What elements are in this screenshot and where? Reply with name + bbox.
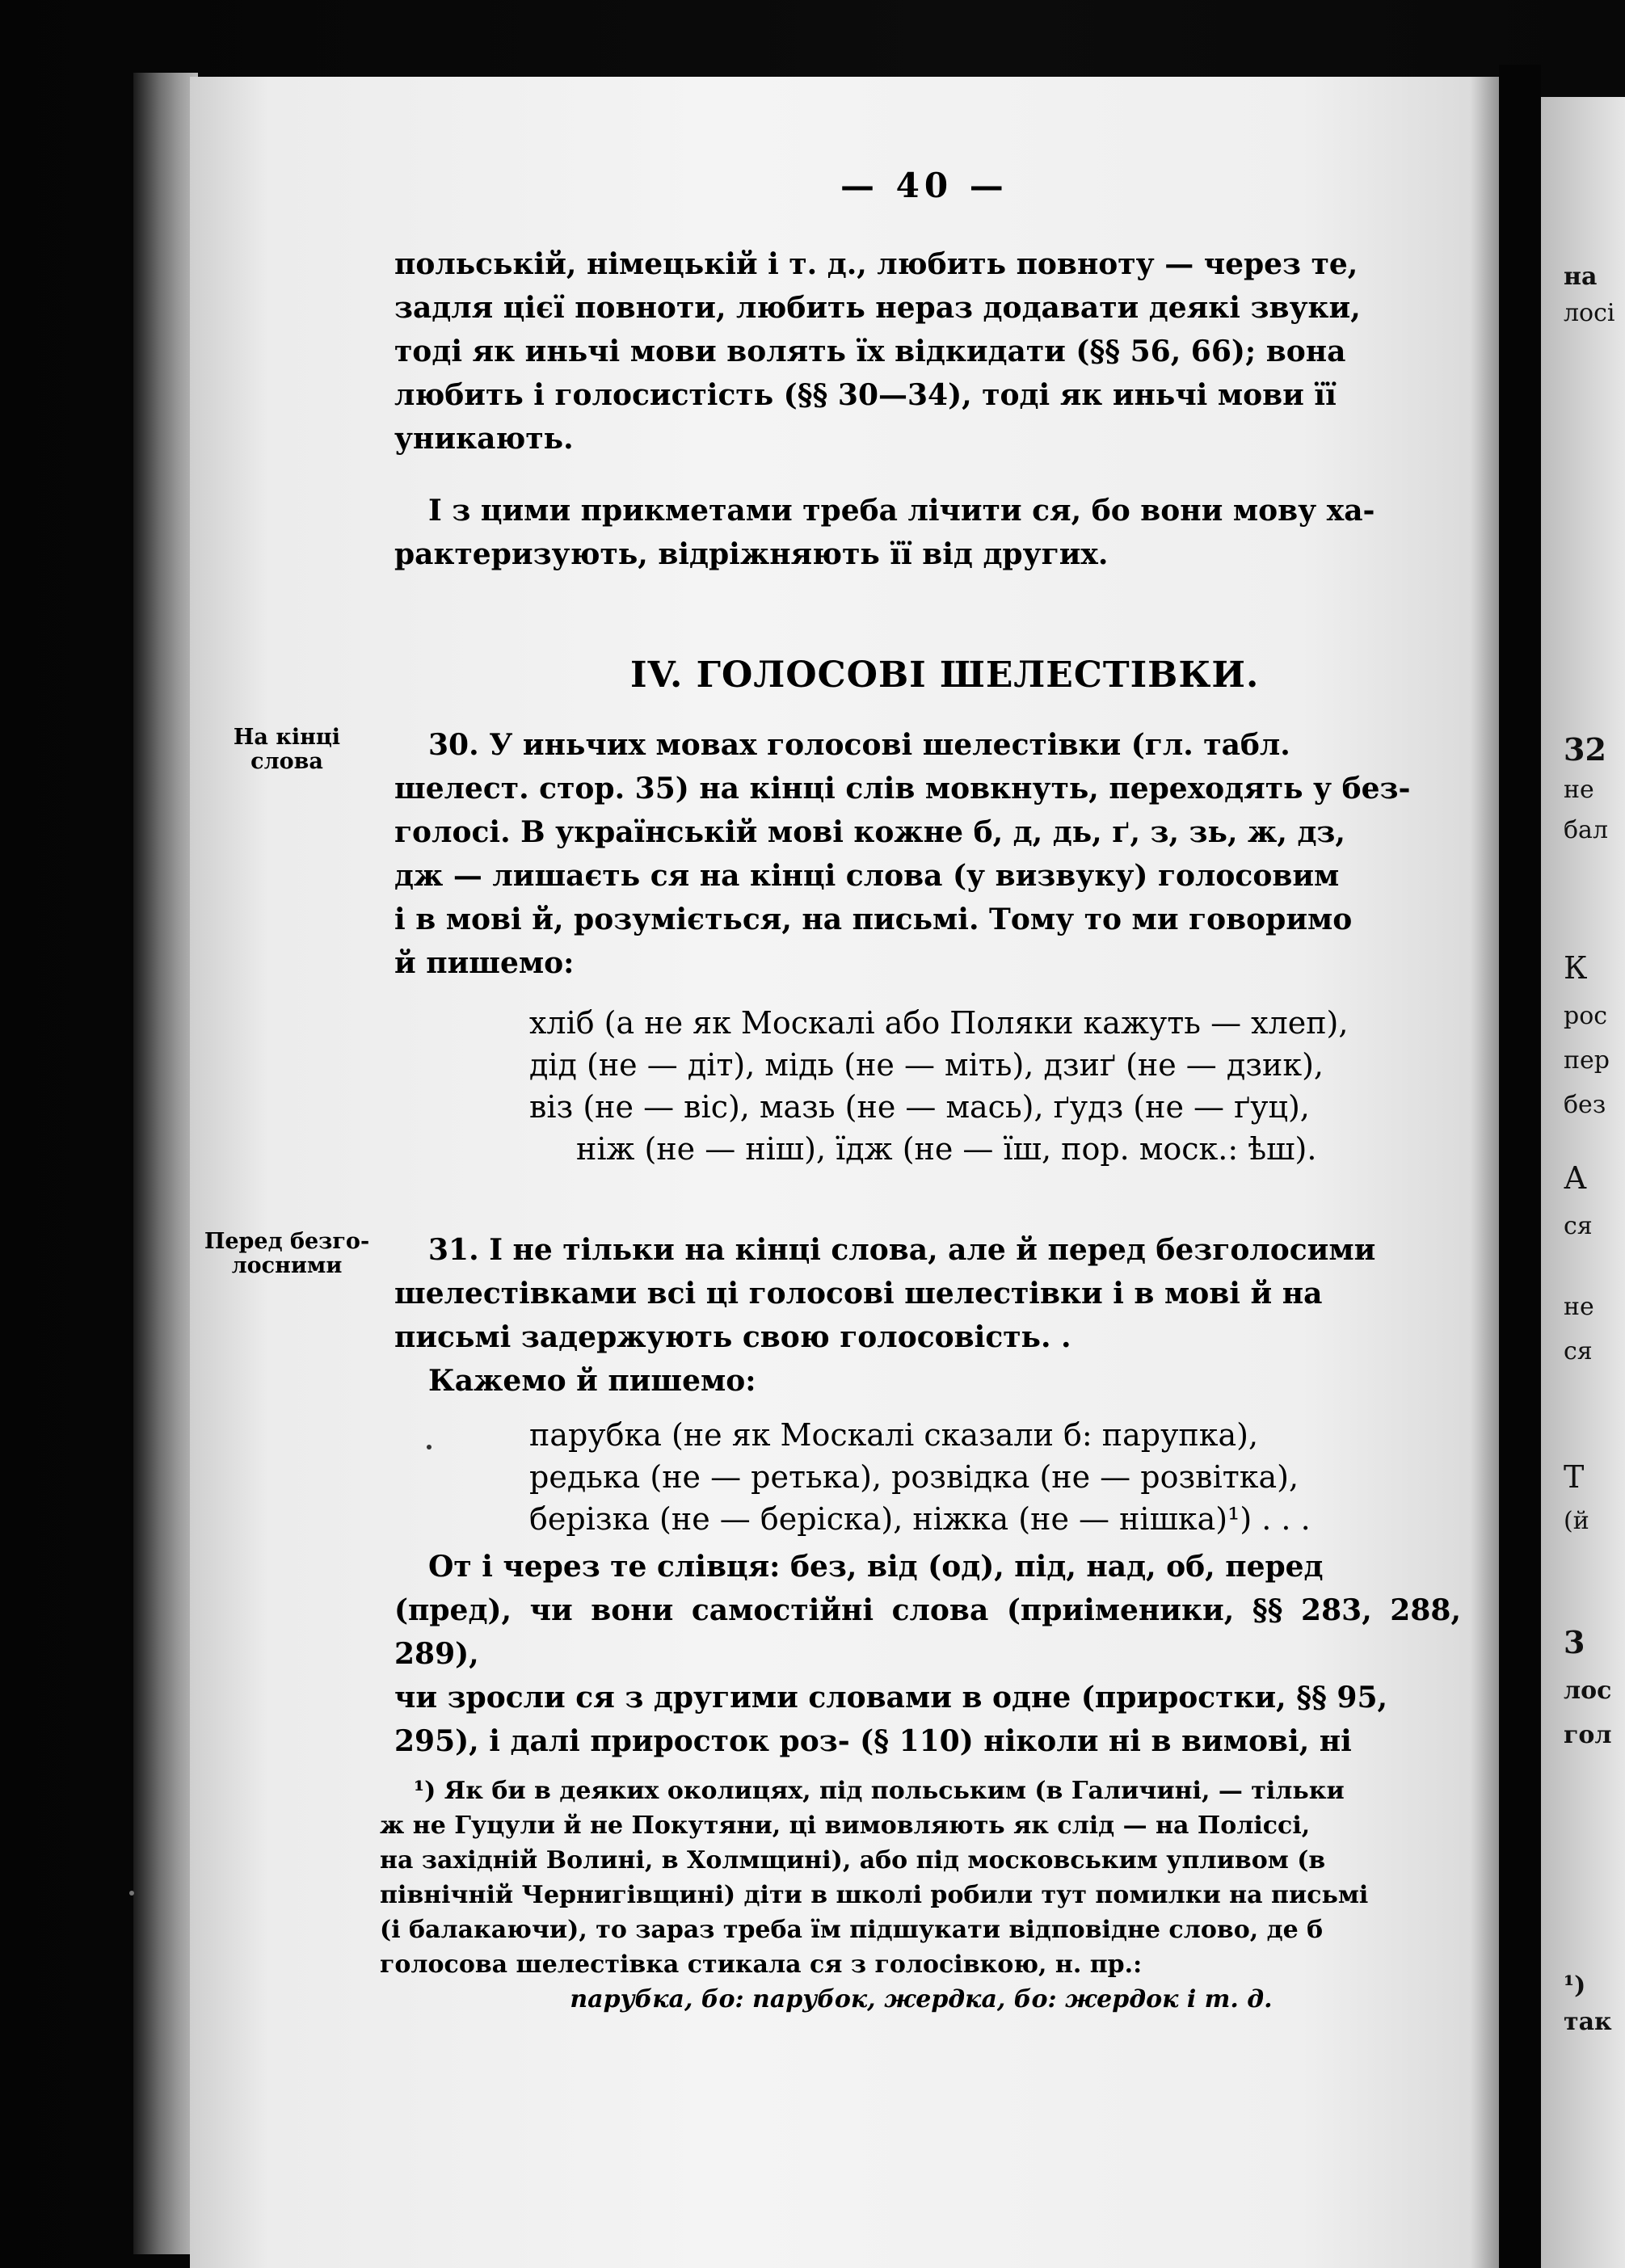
page-number: — 40 — [840,166,1008,205]
next-page-fragment: ся [1564,1212,1593,1240]
text-line: задля цієї повноти, любить нераз додавати деякі звуки, [394,291,1361,325]
margin-note-end-of-word [194,726,380,774]
scan-speck [427,1445,432,1450]
text-line [394,1228,1461,1272]
footnote-line: північній Чернигівщині) діти в школі робили тут помилки на письмі [380,1881,1369,1909]
footnote-line: (і балакаючи), то зараз треба їм підшукати відповідне слово, де б [380,1916,1324,1944]
text-line: рактеризують, відріжняють її від других. [394,537,1109,571]
text-line: голосі. В українській мові кожне б, д, дь, ґ, з, зь, ж, дз, [394,815,1345,849]
margin-note-line: слова [250,749,323,774]
next-page-fragment: К [1564,950,1588,986]
next-page-fragment: Т [1564,1459,1585,1495]
text-line: письмі задержують свою голосовість. . [394,1320,1071,1354]
text-line: і в мові й, розуміється, на письмі. Тому то ми говоримо [394,903,1353,936]
footnote-line: парубка, бо: парубок, жердка, бо: жердок і т. д. [570,1985,1273,2013]
next-page-fragment: не [1564,1293,1594,1321]
example-line: хліб (а не як Москалі або Поляки кажуть — хлеп), [529,1005,1349,1041]
next-page-fragment: 32 [1564,731,1606,768]
section-30 [394,723,1461,985]
text-span: У иньчих мовах голосові шелестівки (гл. табл. [489,728,1290,762]
scan-speck [129,1891,134,1896]
margin-note-before-voiceless [194,1230,380,1278]
text-line: шелестівками всі ці голосові шелестівки і в мові й на [394,1277,1323,1311]
example-line: віз (не — віс), мазь (не — мась), ґудз (не — ґуц), [529,1089,1310,1125]
text-line: уникають. [394,422,574,456]
section-number: 30. [428,728,479,762]
text-line: тоді як иньчі мови волять їх відкидати (§§ 56, 66); вона [394,335,1346,368]
next-page-fragment: 3 [1564,1624,1585,1660]
next-page-fragment: рос [1564,1002,1608,1030]
margin-note-line: На кінці [233,725,341,750]
text-line: 295), і далі приросток роз- (§ 110) ніколи ні в вимові, ні [394,1724,1352,1758]
footnote-line: голосова шелестівка стикала ся з голосівкою, н. пр.: [380,1950,1143,1979]
footnote-line: на західній Волині, в Холмщині), або під московським упливом (в [380,1846,1326,1875]
next-page-fragment: лос [1564,1677,1612,1705]
next-page-fragment: пер [1564,1046,1610,1075]
next-page-fragment: ся [1564,1337,1593,1365]
example-line: берізка (не — беріска), ніжка (не — нішка)¹) . . . [529,1501,1311,1537]
text-line: шелест. стор. 35) на кінці слів мовкнуть, переходять у без- [394,772,1411,806]
text-line: польській, німецькій і т. д., любить повноту — через те, [394,247,1358,281]
example-line: парубка (не як Москалі сказали б: парупка), [529,1417,1259,1453]
example-line: ніж (не — ніш), їдж (не — їш, пор. моск.: ѣш). [576,1131,1317,1167]
section-31-continuation [394,1545,1461,1763]
text-line: І з цими прикметами треба лічити ся, бо вони мову ха- [428,494,1375,528]
next-page-fragment: ¹) [1564,1971,1586,2000]
next-page-fragment: не [1564,776,1594,804]
book-spine [1499,65,1541,2268]
section-31 [394,1228,1461,1403]
text-line: Кажемо й пишемо: [428,1364,756,1398]
text-line [394,723,1461,767]
section-number: 31. [428,1233,479,1267]
next-page-fragment: (й [1564,1507,1589,1535]
example-line: дід (не — діт), мідь (не — міть), дзиґ (не — дзик), [529,1047,1324,1083]
text-line: чи зросли ся з другими словами в одне (приростки, §§ 95, [394,1681,1388,1715]
next-page-fragment: бал [1564,816,1609,844]
text-line: любить і голосистість (§§ 30—34), тоді як иньчі мови її [394,378,1337,412]
examples-30 [529,1002,1348,1170]
summary-paragraph [394,489,1461,576]
next-page-fragment: лосі [1564,299,1615,327]
footnote [380,1774,1463,2017]
text-span: І не тільки на кінці слова, але й перед безголосими [489,1233,1376,1267]
next-page-fragment: на [1564,263,1598,291]
margin-note-line: лосними [231,1253,343,1278]
margin-note-line: Перед безго- [204,1229,370,1254]
next-page-fragment: гол [1564,1721,1612,1749]
examples-31 [529,1414,1311,1540]
intro-paragraph [394,242,1461,461]
next-page-edge [1541,97,1625,2268]
example-line: редька (не — ретька), розвідка (не — розвітка), [529,1459,1299,1495]
footnote-line: ж не Гуцули й не Покутяни, ці вимовляють як слід — на Поліссі, [380,1811,1311,1840]
text-line: й пишемо: [394,946,575,980]
next-page-fragment: А [1564,1160,1587,1196]
section-heading: IV. ГОЛОСОВІ ШЕЛЕСТІВКИ. [630,654,1260,696]
text-line: От і через те слівця: без, від (од), під, над, об, перед [428,1550,1324,1584]
next-page-fragment: так [1564,2008,1612,2036]
text-line: дж — лишаєть ся на кінці слова (у визвуку) голосовим [394,859,1340,893]
next-page-fragment: без [1564,1091,1606,1119]
page-stack-edge [133,73,198,2254]
text-line: (пред), чи вони самостійні слова (приіменики, §§ 283, 288, 289), [394,1593,1461,1671]
footnote-line: ¹) Як би в деяких околицях, під польським (в Галичині, — тільки [414,1777,1345,1805]
